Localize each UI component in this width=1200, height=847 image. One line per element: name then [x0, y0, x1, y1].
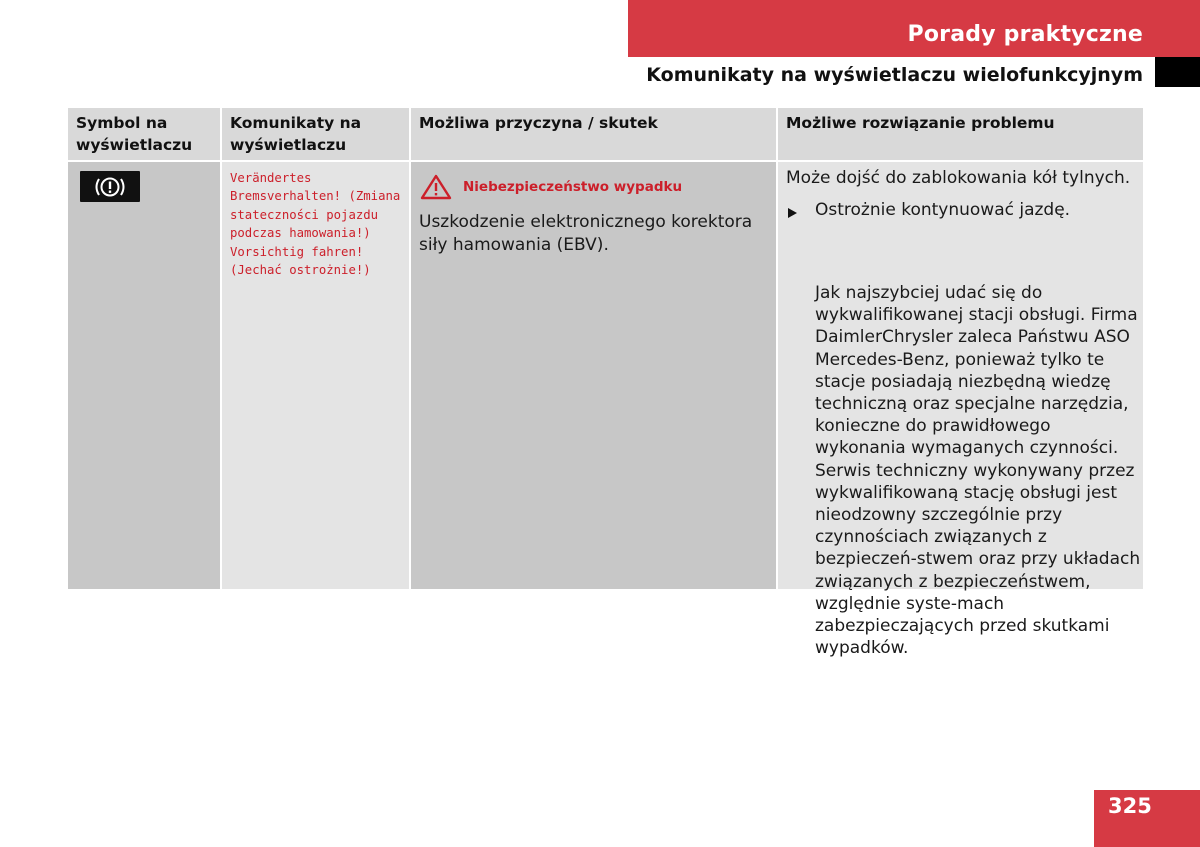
column-header-solution: Możliwe rozwiązanie problemu — [778, 108, 1143, 160]
bullet-triangle-icon — [786, 199, 815, 223]
cause-text: Uszkodzenie elektronicznego korektora siły hamowania (EBV). — [419, 212, 753, 255]
brake-warning-icon — [80, 171, 140, 202]
column-header-messages: Komunikaty na wyświetlaczu — [222, 108, 409, 160]
solution-intro: Może dojść do zablokowania kół tylnych. — [786, 168, 1131, 188]
solution-cell — [778, 162, 1143, 659]
message-table — [68, 108, 1143, 659]
solution-step-row — [786, 199, 1070, 223]
section-title: Porady praktyczne — [907, 22, 1143, 47]
warning-row — [419, 173, 682, 201]
subsection-title: Komunikaty na wyświetlaczu wielofunkcyjnym — [646, 64, 1143, 86]
solution-note: Jak najszybciej udać się do wykwalifikowanej stacji obsługi. Firma DaimlerChrysler zaleca Państwu ASO Mercedes-Benz, ponieważ tylko te stacje posiadają niezbędną wiedzę techniczną oraz specjalne narzędzia, konieczne do prawidłowego wykonania wymaganych czynności. Serwis techniczny wykonywany przez wykwalifikowaną stację obsługi jest nieodzowny szczególnie przy czynnościach związanych z bezpieczeń-stwem oraz przy układach związanych z bezpieczeństwem, względnie syste-mach zabezpieczających przed skutkami wypadków. — [815, 283, 1141, 659]
display-message: Verändertes Bremsverhalten! (Zmiana stateczności pojazdu podczas hamowania!) Vorsichtig fahren! (Jechać ostrożnie!) — [230, 171, 401, 278]
warning-label: Niebezpieczeństwo wypadku — [463, 179, 683, 195]
solution-step: Ostrożnie kontynuować jazdę. — [815, 200, 1071, 220]
column-header-cause: Możliwa przyczyna / skutek — [411, 108, 776, 160]
page-number-tab — [1094, 790, 1200, 847]
column-header-symbol: Symbol na wyświetlaczu — [68, 108, 220, 160]
warning-triangle-icon — [419, 173, 453, 201]
cause-cell — [411, 162, 776, 589]
thumb-index-tab — [1155, 57, 1200, 87]
display-message-cell — [222, 162, 409, 589]
page-number: 325 — [1108, 794, 1152, 818]
symbol-cell — [68, 162, 220, 589]
